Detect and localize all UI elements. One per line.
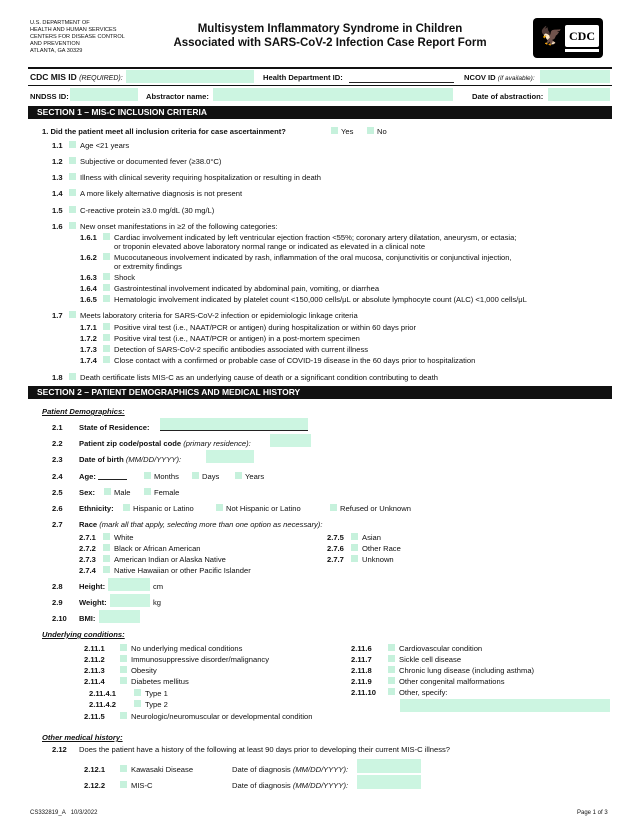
age-field[interactable] bbox=[98, 469, 127, 480]
abstractor-name-label: Abstractor name: bbox=[146, 92, 209, 101]
condition-checkbox[interactable] bbox=[120, 677, 127, 684]
field-number: 2.1 bbox=[52, 423, 63, 432]
agency-line: HEALTH AND HUMAN SERVICES bbox=[30, 26, 117, 33]
condition-number: 2.11.7 bbox=[351, 655, 372, 664]
condition-number: 2.11.5 bbox=[84, 712, 105, 721]
sex-male-label: Male bbox=[114, 488, 131, 497]
criteria-checkbox[interactable] bbox=[69, 311, 76, 318]
misc-diagnosis-date-field[interactable] bbox=[357, 775, 421, 789]
subcriteria-checkbox[interactable] bbox=[103, 284, 110, 291]
kawasaki-diagnosis-date-field[interactable] bbox=[357, 759, 421, 773]
race-number: 2.7.6 bbox=[327, 544, 344, 553]
condition-checkbox[interactable] bbox=[120, 644, 127, 651]
agency-line: AND PREVENTION bbox=[30, 40, 80, 47]
weight-label: Weight: bbox=[79, 598, 107, 607]
weight-field[interactable] bbox=[110, 594, 150, 607]
condition-text: Other congenital malformations bbox=[399, 677, 505, 686]
age-label: Age: bbox=[79, 472, 96, 481]
field-number: 2.7 bbox=[52, 520, 63, 529]
age-months-checkbox[interactable] bbox=[144, 472, 151, 479]
subcriteria-number: 1.7.4 bbox=[80, 356, 97, 365]
race-checkbox[interactable] bbox=[103, 544, 110, 551]
criteria-number: 1.6 bbox=[52, 222, 63, 231]
criteria-number: 1.1 bbox=[52, 141, 63, 150]
cdc-mis-id-field[interactable] bbox=[126, 70, 254, 83]
age-years-label: Years bbox=[245, 472, 265, 481]
field-number: 2.8 bbox=[52, 582, 63, 591]
race-checkbox[interactable] bbox=[103, 555, 110, 562]
history-number: 2.12.2 bbox=[84, 781, 106, 790]
q1-yes-checkbox[interactable] bbox=[331, 127, 338, 134]
race-number: 2.7.3 bbox=[79, 555, 96, 564]
criteria-text: Death certificate lists MIS-C as an underlying cause of death or a significant condition contributing to death bbox=[80, 373, 438, 382]
subcriteria-text: Cardiac involvement indicated by left ventricular ejection fraction <55%; coronary artery dilatation, aneurysm, or ectasia; bbox=[114, 233, 517, 242]
history-checkbox[interactable] bbox=[120, 765, 127, 772]
subcriteria-text-cont: or extremity findings bbox=[114, 262, 182, 271]
race-text: Other Race bbox=[362, 544, 401, 553]
criteria-text: Illness with clinical severity requiring hospitalization or resulting in death bbox=[80, 173, 322, 182]
ethnicity-unknown-checkbox[interactable] bbox=[330, 504, 337, 511]
diagnosis-date-label: Date of diagnosis (MM/DD/YYYY): bbox=[232, 781, 349, 790]
condition-text: Other, specify: bbox=[399, 688, 448, 697]
criteria-text: Subjective or documented fever (≥38.0°C) bbox=[80, 157, 222, 166]
bmi-label: BMI: bbox=[79, 614, 96, 623]
history-number: 2.12.1 bbox=[84, 765, 106, 774]
condition-number: 2.11.10 bbox=[351, 688, 376, 697]
ethnicity-unknown-label: Refused or Unknown bbox=[340, 504, 411, 513]
condition-number: 2.11.9 bbox=[351, 677, 372, 686]
race-checkbox[interactable] bbox=[103, 533, 110, 540]
race-label: Race (mark all that apply, selecting more than one option as necessary): bbox=[79, 520, 323, 529]
cdc-logo bbox=[533, 18, 603, 58]
criteria-checkbox[interactable] bbox=[69, 189, 76, 196]
height-label: Height: bbox=[79, 582, 106, 591]
criteria-text: Meets laboratory criteria for SARS-CoV-2 infection or epidemiologic linkage criteria bbox=[80, 311, 358, 320]
abstraction-date-field[interactable] bbox=[548, 88, 610, 101]
race-text: Black or African American bbox=[114, 544, 201, 553]
diabetes-type-checkbox[interactable] bbox=[134, 689, 141, 696]
criteria-checkbox[interactable] bbox=[69, 373, 76, 380]
criteria-number: 1.8 bbox=[52, 373, 63, 382]
cdc-mis-id-label: CDC MIS ID (REQUIRED): bbox=[30, 72, 123, 82]
zip-label: Patient zip code/postal code (primary residence): bbox=[79, 439, 251, 448]
ethnicity-not-hispanic-label: Not Hispanic or Latino bbox=[226, 504, 301, 513]
condition-checkbox[interactable] bbox=[388, 666, 395, 673]
section-1-header: SECTION 1 – MIS-C INCLUSION CRITERIA bbox=[28, 106, 612, 119]
history-checkbox[interactable] bbox=[120, 781, 127, 788]
health-dept-id-field[interactable] bbox=[349, 70, 454, 83]
dob-field[interactable] bbox=[206, 450, 254, 463]
subcriteria-checkbox[interactable] bbox=[103, 233, 110, 240]
condition-number: 2.11.6 bbox=[351, 644, 372, 653]
diagnosis-date-label: Date of diagnosis (MM/DD/YYYY): bbox=[232, 765, 349, 774]
race-checkbox[interactable] bbox=[351, 555, 358, 562]
underlying-heading: Underlying conditions: bbox=[42, 630, 125, 639]
condition-number: 2.11.2 bbox=[84, 655, 105, 664]
condition-checkbox[interactable] bbox=[388, 677, 395, 684]
health-dept-id-label: Health Department ID: bbox=[263, 73, 343, 82]
field-number: 2.3 bbox=[52, 455, 63, 464]
condition-number: 2.11.1 bbox=[84, 644, 105, 653]
subcriteria-checkbox[interactable] bbox=[103, 345, 110, 352]
subcriteria-text: Gastrointestinal involvement indicated by abdominal pain, vomiting, or diarrhea bbox=[114, 284, 380, 293]
divider bbox=[28, 67, 612, 69]
demographics-heading: Patient Demographics: bbox=[42, 407, 125, 416]
section-2-header: SECTION 2 – PATIENT DEMOGRAPHICS AND MEDICAL HISTORY bbox=[28, 386, 612, 399]
subcriteria-text: Detection of SARS-CoV-2 specific antibodies associated with current illness bbox=[114, 345, 369, 354]
subcriteria-number: 1.7.3 bbox=[80, 345, 97, 354]
abstractor-name-field[interactable] bbox=[213, 88, 453, 101]
condition-text: Cardiovascular condition bbox=[399, 644, 483, 653]
condition-text: No underlying medical conditions bbox=[131, 644, 243, 653]
race-text: Unknown bbox=[362, 555, 394, 564]
height-unit: cm bbox=[153, 582, 164, 591]
subcriteria-checkbox[interactable] bbox=[103, 253, 110, 260]
age-days-checkbox[interactable] bbox=[192, 472, 199, 479]
subcriteria-text-cont: or troponin elevated above laboratory normal range or indicated as elevated in a clinical note bbox=[114, 242, 426, 251]
q1-no-checkbox[interactable] bbox=[367, 127, 374, 134]
condition-checkbox[interactable] bbox=[388, 644, 395, 651]
criteria-number: 1.4 bbox=[52, 189, 63, 198]
ethnicity-not-hispanic-checkbox[interactable] bbox=[216, 504, 223, 511]
race-checkbox[interactable] bbox=[351, 544, 358, 551]
race-text: White bbox=[114, 533, 134, 542]
age-days-label: Days bbox=[202, 472, 220, 481]
state-label: State of Residence: bbox=[79, 423, 150, 432]
other-condition-specify-field[interactable] bbox=[400, 699, 610, 712]
ncov-id-field[interactable] bbox=[540, 70, 610, 83]
race-checkbox[interactable] bbox=[351, 533, 358, 540]
field-number: 2.4 bbox=[52, 472, 63, 481]
condition-text: Diabetes mellitus bbox=[131, 677, 189, 686]
criteria-text: New onset manifestations in ≥2 of the following categories: bbox=[80, 222, 278, 231]
sex-female-label: Female bbox=[154, 488, 180, 497]
diabetes-type-number: 2.11.4.1 bbox=[89, 689, 117, 698]
agency-line: CENTERS FOR DISEASE CONTROL bbox=[30, 33, 125, 40]
subcriteria-checkbox[interactable] bbox=[103, 273, 110, 280]
age-years-checkbox[interactable] bbox=[235, 472, 242, 479]
subcriteria-number: 1.7.2 bbox=[80, 334, 97, 343]
criteria-text: A more likely alternative diagnosis is not present bbox=[80, 189, 243, 198]
condition-checkbox[interactable] bbox=[120, 712, 127, 719]
subcriteria-number: 1.7.1 bbox=[80, 323, 97, 332]
hhs-eagle-icon: 🦅 bbox=[540, 26, 563, 46]
race-text: Asian bbox=[362, 533, 381, 542]
agency-line: ATLANTA, GA 30329 bbox=[30, 47, 83, 54]
form-id: CS332819_A 10/3/2022 bbox=[30, 810, 98, 816]
subcriteria-checkbox[interactable] bbox=[103, 334, 110, 341]
page-number: Page 1 of 3 bbox=[577, 810, 608, 816]
condition-number: 2.11.3 bbox=[84, 666, 105, 675]
race-number: 2.7.4 bbox=[79, 566, 96, 575]
condition-checkbox[interactable] bbox=[388, 655, 395, 662]
divider bbox=[28, 85, 612, 86]
dob-label: Date of birth (MM/DD/YYYY): bbox=[79, 455, 182, 464]
history-question: Does the patient have a history of the following at least 90 days prior to developing their current MIS-C illness? bbox=[79, 745, 451, 754]
height-field[interactable] bbox=[108, 578, 150, 591]
diabetes-type-text: Type 2 bbox=[145, 700, 168, 709]
criteria-text: C-reactive protein ≥3.0 mg/dL (30 mg/L) bbox=[80, 206, 215, 215]
history-text: MIS-C bbox=[131, 781, 153, 790]
logo-underline bbox=[565, 49, 599, 52]
title-line-1: Multisystem Inflammatory Syndrome in Children bbox=[197, 23, 463, 35]
condition-checkbox[interactable] bbox=[120, 666, 127, 673]
subcriteria-number: 1.6.1 bbox=[80, 233, 97, 242]
diabetes-type-text: Type 1 bbox=[145, 689, 168, 698]
criteria-checkbox[interactable] bbox=[69, 141, 76, 148]
field-number: 2.6 bbox=[52, 504, 63, 513]
condition-text: Immunosuppressive disorder/malignancy bbox=[131, 655, 270, 664]
subcriteria-text: Mucocutaneous involvement indicated by rash, inflammation of the oral mucosa, conjunctivitis or conjunctival injection, bbox=[114, 253, 512, 262]
criteria-number: 1.7 bbox=[52, 311, 63, 320]
condition-number: 2.11.8 bbox=[351, 666, 372, 675]
race-number: 2.7.5 bbox=[327, 533, 344, 542]
subcriteria-text: Positive viral test (i.e., NAAT/PCR or antigen) during hospitalization or within 60 days prior bbox=[114, 323, 417, 332]
weight-unit: kg bbox=[153, 598, 162, 607]
zip-field[interactable] bbox=[270, 434, 311, 447]
criteria-number: 1.2 bbox=[52, 157, 63, 166]
condition-checkbox[interactable] bbox=[120, 655, 127, 662]
diabetes-type-checkbox[interactable] bbox=[134, 700, 141, 707]
sex-male-checkbox[interactable] bbox=[104, 488, 111, 495]
condition-number: 2.11.4 bbox=[84, 677, 105, 686]
bmi-field[interactable] bbox=[99, 610, 140, 623]
subcriteria-text: Hematologic involvement indicated by platelet count <150,000 cells/μL or absolute lymphocyte count (ALC) <1,000 cells/μL bbox=[114, 295, 527, 304]
criteria-checkbox[interactable] bbox=[69, 173, 76, 180]
criteria-number: 1.5 bbox=[52, 206, 63, 215]
sex-label: Sex: bbox=[79, 488, 96, 497]
race-checkbox[interactable] bbox=[103, 566, 110, 573]
state-field[interactable] bbox=[160, 418, 308, 431]
condition-text: Obesity bbox=[131, 666, 157, 675]
condition-checkbox[interactable] bbox=[388, 688, 395, 695]
subcriteria-checkbox[interactable] bbox=[103, 323, 110, 330]
criteria-checkbox[interactable] bbox=[69, 206, 76, 213]
subcriteria-number: 1.6.4 bbox=[80, 284, 97, 293]
subcriteria-number: 1.6.5 bbox=[80, 295, 97, 304]
race-number: 2.7.1 bbox=[79, 533, 96, 542]
criteria-checkbox[interactable] bbox=[69, 157, 76, 164]
subcriteria-text: Shock bbox=[114, 273, 136, 282]
other-history-heading: Other medical history: bbox=[42, 733, 123, 742]
condition-text: Neurologic/neuromuscular or developmental condition bbox=[131, 712, 313, 721]
nndss-id-label: NNDSS ID: bbox=[30, 92, 69, 101]
criteria-text: Age <21 years bbox=[80, 141, 130, 150]
form-title bbox=[150, 22, 510, 51]
subcriteria-checkbox[interactable] bbox=[103, 295, 110, 302]
abstraction-date-label: Date of abstraction: bbox=[472, 92, 544, 101]
race-text: American Indian or Alaska Native bbox=[114, 555, 226, 564]
ethnicity-label: Ethnicity: bbox=[79, 504, 114, 513]
sex-female-checkbox[interactable] bbox=[144, 488, 151, 495]
agency-block bbox=[30, 20, 170, 55]
subcriteria-text: Close contact with a confirmed or probable case of COVID-19 disease in the 60 days prior to hospitalization bbox=[114, 356, 476, 365]
race-number: 2.7.2 bbox=[79, 544, 96, 553]
condition-text: Sickle cell disease bbox=[399, 655, 462, 664]
field-number: 2.2 bbox=[52, 439, 63, 448]
condition-text: Chronic lung disease (including asthma) bbox=[399, 666, 535, 675]
title-line-2: Associated with SARS-CoV-2 Infection Case Report Form bbox=[173, 37, 487, 50]
subcriteria-checkbox[interactable] bbox=[103, 356, 110, 363]
field-number: 2.12 bbox=[52, 745, 67, 754]
nndss-id-field[interactable] bbox=[70, 88, 138, 101]
criteria-checkbox[interactable] bbox=[69, 222, 76, 229]
q1-text: 1. Did the patient meet all inclusion criteria for case ascertainment? bbox=[42, 127, 286, 136]
field-number: 2.9 bbox=[52, 598, 63, 607]
ncov-id-label: NCOV ID (if available): bbox=[464, 73, 535, 82]
race-text: Native Hawaiian or other Pacific Islander bbox=[114, 566, 251, 575]
q1-no-label: No bbox=[377, 127, 387, 136]
age-months-label: Months bbox=[154, 472, 179, 481]
ethnicity-hispanic-checkbox[interactable] bbox=[123, 504, 130, 511]
ethnicity-hispanic-label: Hispanic or Latino bbox=[133, 504, 194, 513]
subcriteria-number: 1.6.2 bbox=[80, 253, 97, 262]
race-number: 2.7.7 bbox=[327, 555, 344, 564]
field-number: 2.10 bbox=[52, 614, 67, 623]
cdc-logo-text: CDC bbox=[565, 25, 599, 47]
q1-yes-label: Yes bbox=[341, 127, 354, 136]
field-number: 2.5 bbox=[52, 488, 63, 497]
subcriteria-number: 1.6.3 bbox=[80, 273, 97, 282]
history-text: Kawasaki Disease bbox=[131, 765, 194, 774]
diabetes-type-number: 2.11.4.2 bbox=[89, 700, 117, 709]
criteria-number: 1.3 bbox=[52, 173, 63, 182]
agency-line: U.S. DEPARTMENT OF bbox=[30, 20, 90, 26]
subcriteria-text: Positive viral test (i.e., NAAT/PCR or antigen) in a post-mortem specimen bbox=[114, 334, 360, 343]
